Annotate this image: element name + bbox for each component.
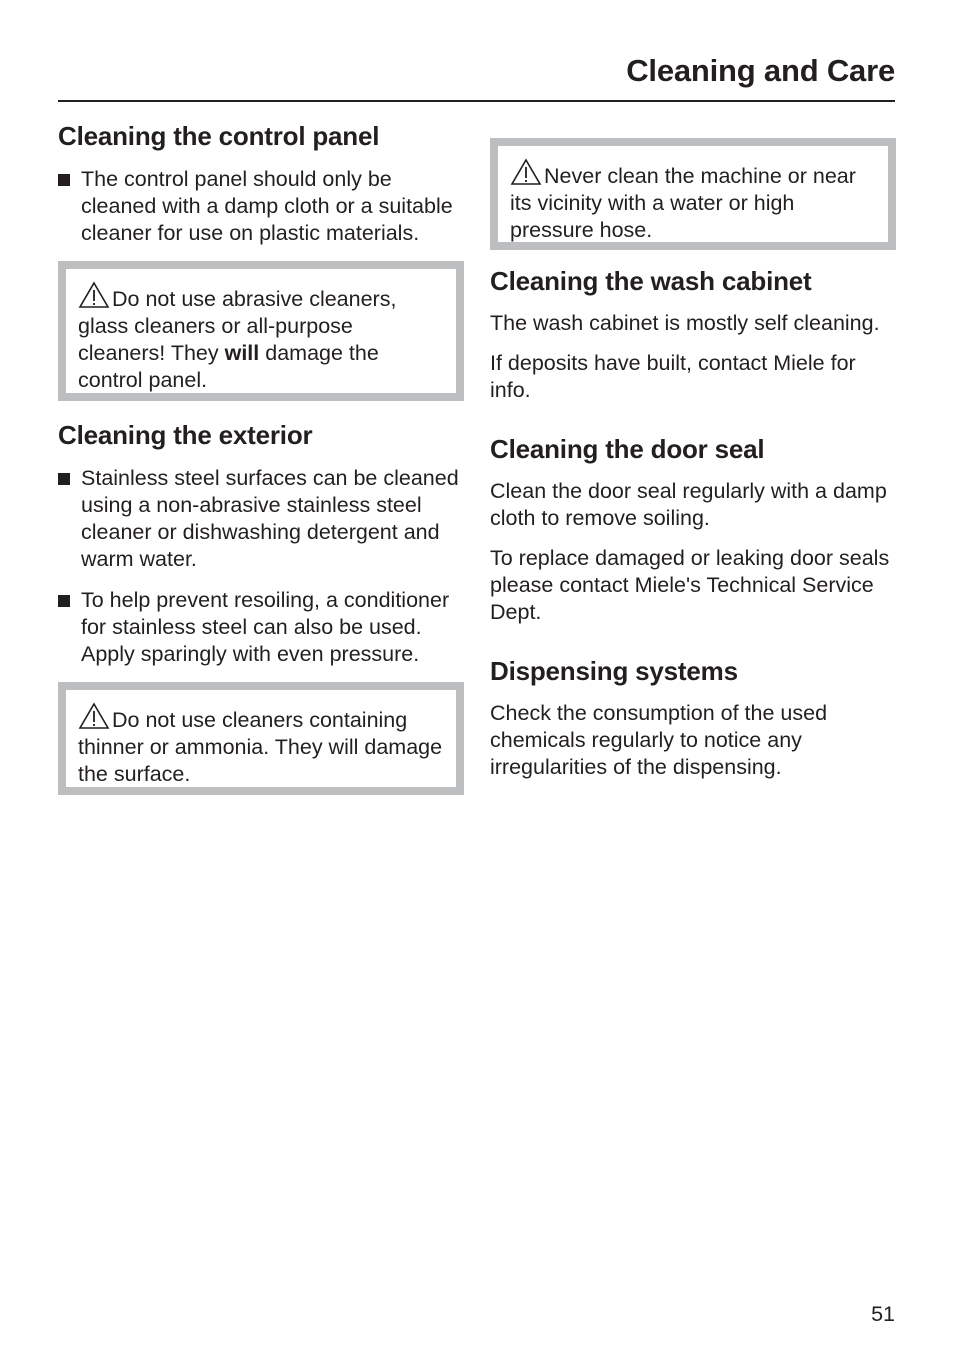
heading-exterior: Cleaning the exterior: [58, 420, 313, 450]
section-wash-cabinet: [490, 265, 896, 404]
section-door-seal: [490, 433, 896, 626]
warning-box-exterior: [58, 682, 464, 795]
warning-text: Do not use abrasive cleaners, glass cleaners or all-purpose cleaners! They: [78, 287, 397, 365]
warning-triangle-icon: [510, 158, 542, 186]
paragraph: If deposits have built, contact Miele for info.: [490, 351, 856, 402]
page-title: Cleaning and Care: [626, 53, 895, 88]
bullet-item: The control panel should only be cleaned with a damp cloth or a suitable cleaner for use on plastic materials.: [58, 166, 464, 247]
page-number: 51: [871, 1302, 895, 1326]
heading-dispensing: Dispensing systems: [490, 656, 738, 686]
warning-triangle-icon: [78, 281, 110, 309]
exterior-bullets: [58, 465, 464, 668]
heading-wash-cabinet: Cleaning the wash cabinet: [490, 266, 812, 296]
paragraph: The wash cabinet is mostly self cleaning.: [490, 311, 880, 335]
heading-door-seal: Cleaning the door seal: [490, 434, 765, 464]
warning-box-control-panel: [58, 261, 464, 401]
warning-text-bold: will: [224, 341, 260, 365]
section-exterior: [58, 419, 464, 795]
title-rule: [58, 100, 895, 102]
section-dispensing: [490, 655, 896, 781]
left-column: [58, 120, 464, 795]
section-control-panel: [58, 120, 464, 401]
heading-control-panel: Cleaning the control panel: [58, 121, 380, 151]
warning-text: Never clean the machine or near its vicinity with a water or high pressure hose.: [510, 164, 856, 242]
warning-text: damage the control panel.: [78, 341, 379, 392]
paragraph: Clean the door seal regularly with a damp cloth to remove soiling.: [490, 479, 887, 530]
paragraph: To replace damaged or leaking door seals please contact Miele's Technical Service Dept.: [490, 546, 890, 624]
right-column: [490, 138, 896, 794]
warning-triangle-icon: [78, 702, 110, 730]
paragraph: Check the consumption of the used chemicals regularly to notice any irregularities of the dispensing.: [490, 701, 828, 779]
control-panel-bullets: [58, 166, 464, 247]
bullet-item: To help prevent resoiling, a conditioner for stainless steel can also be used. Apply sparingly with even pressure.: [58, 587, 464, 668]
warning-text: Do not use cleaners containing thinner or ammonia. They will damage the surface.: [78, 708, 443, 786]
bullet-item: Stainless steel surfaces can be cleaned using a non-abrasive stainless steel cleaner or dishwashing detergent and warm water.: [58, 465, 464, 573]
warning-box-hose: [490, 138, 896, 250]
